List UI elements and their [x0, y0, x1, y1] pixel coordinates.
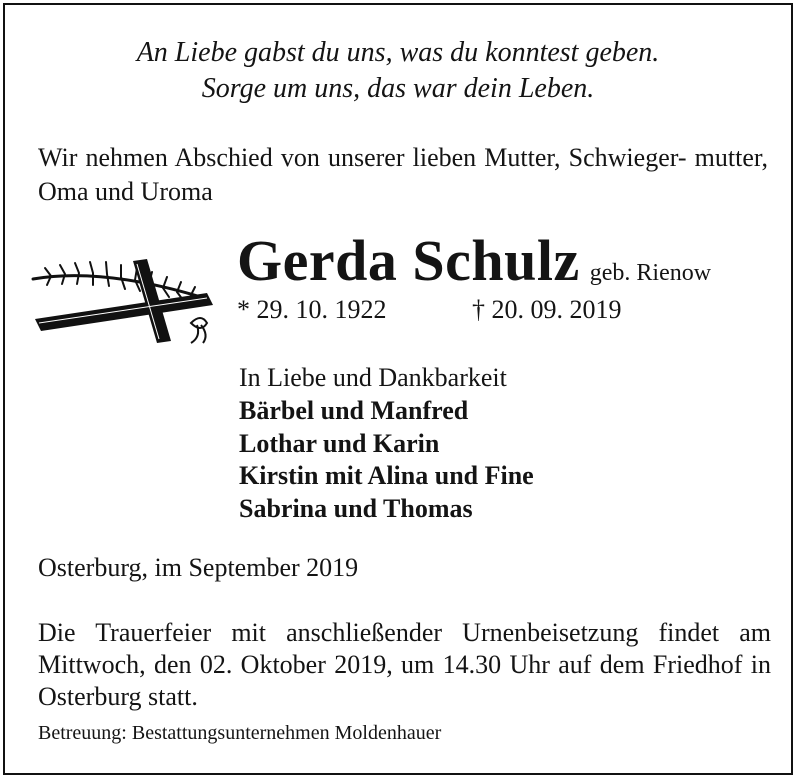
mourner-name: Kirstin mit Alina und Fine [239, 461, 534, 490]
ceremony-details: Die Trauerfeier mit anschließender Urnenbeisetzung findet am Mittwoch, den 02. Oktober 2019, um 14.30 Uhr auf dem Friedhof in Osterburg statt. [38, 618, 771, 711]
mourner-name: Lothar und Karin [239, 428, 440, 458]
mourner-name: Bärbel und Manfred [239, 396, 469, 425]
motto-line-2: Sorge um uns, das war dein Leben. [201, 73, 595, 104]
deceased-name: Gerda Schulz [237, 228, 580, 293]
undertaker-credit: Betreuung: Bestattungsunternehmen Moldenhauer [38, 722, 442, 744]
intro-text: Wir nehmen Abschied von unserer lieben Mutter, Schwieger- mutter, Oma und Uroma [38, 143, 768, 206]
obituary-notice [3, 3, 793, 775]
cross-with-palm-branch-icon [31, 253, 221, 345]
motto-line-1: An Liebe gabst du uns, was du konntest geben. [136, 37, 660, 68]
maiden-name: geb. Rienow [589, 260, 712, 286]
deceased-name-row [237, 227, 711, 294]
mourner-name: Sabrina und Thomas [239, 493, 473, 523]
mourners-intro: In Liebe und Dankbarkeit [239, 363, 507, 392]
place-and-date: Osterburg, im September 2019 [38, 553, 359, 582]
mourners-list [239, 395, 534, 525]
death-date: † 20. 09. 2019 [472, 295, 622, 324]
birth-date: * 29. 10. 1922 [237, 295, 387, 324]
